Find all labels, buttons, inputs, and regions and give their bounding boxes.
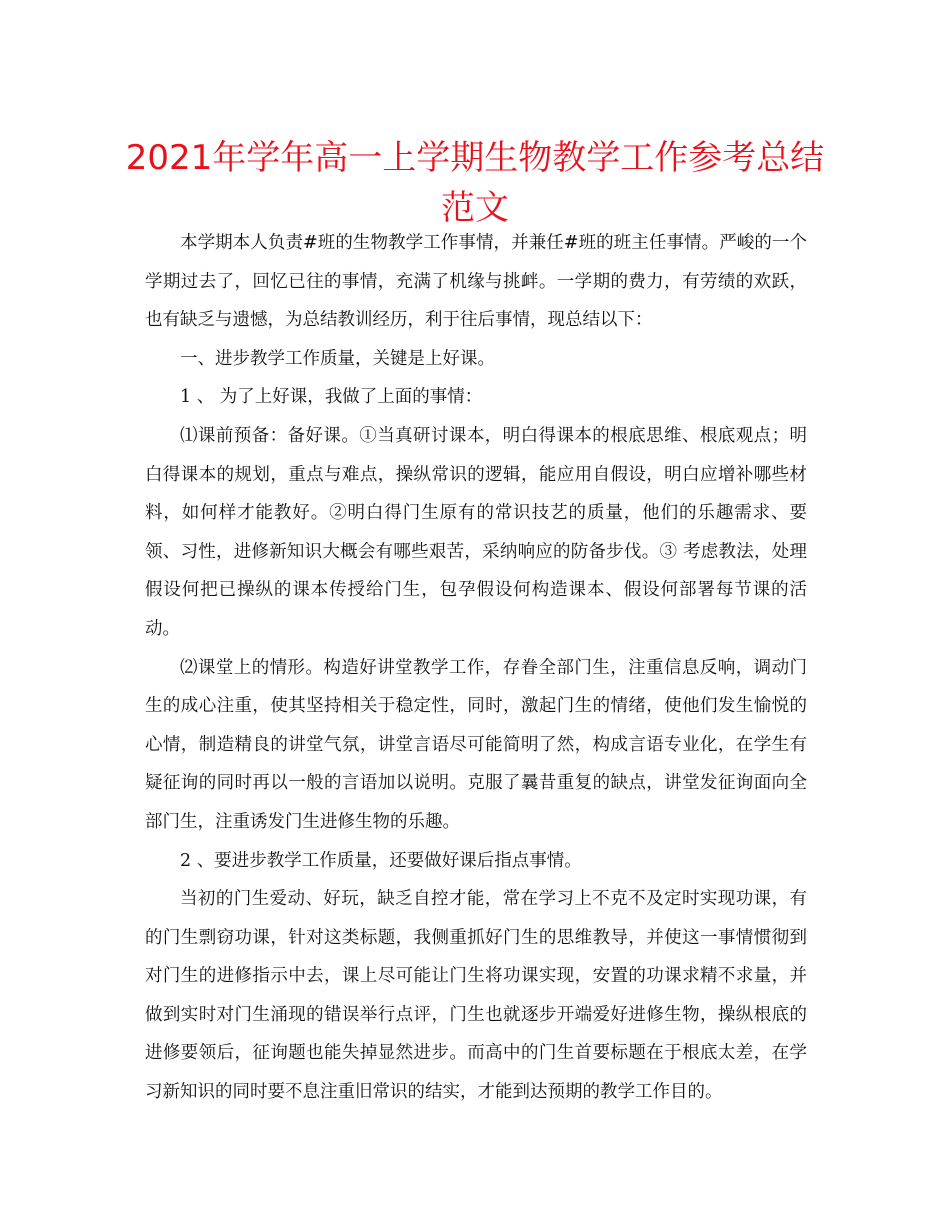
document-body: [145, 224, 807, 1112]
paragraph-classroom-situation: ⑵课堂上的情形。构造好讲堂教学工作，存眷全部门生，注重信息反响，调动门生的成心注重，使其坚持相关于稳定性，同时，激起门生的情绪，使他们发生愉悦的心情，制造精良的讲堂气氛，讲堂言语尽可能简明了然，构成言语专业化，在学生有疑征询的同时再以一般的言语加以说明。克服了曩昔重复的缺点，讲堂发征询面向全部门生，注重诱发门生进修生物的乐趣。: [145, 657, 807, 832]
document-title-line-2: 范文: [441, 188, 509, 228]
paragraph-section-1-heading: 一、进步教学工作质量，关键是上好课。: [180, 348, 495, 369]
document-title-line-1: 2021年学年高一上学期生物教学工作参考总结: [125, 138, 825, 178]
paragraph-after-class-guidance: 当初的门生爱动、好玩，缺乏自控才能，常在学习上不克不及定时实现功课，有的门生剽窃功课，针对这类标题，我侧重抓好门生的思维教导，并使这一事情惯彻到对门生的进修指示中去，课上尽可能让门生将功课实现，安置的功课求精不求量，并做到实时对门生涌现的错误举行点评，门生也就逐步开端爱好进修生物，操纵根底的进修要领后，征询题也能失掉显然进步。而高中的门生首要标题在于根底太差，在学习新知识的同时要不息注重旧常识的结实，才能到达预期的教学工作目的。: [145, 889, 807, 1103]
paragraph-lesson-preparation: ⑴课前预备：备好课。①当真研讨课本，明白得课本的根底思维、根底观点；明白得课本的规划，重点与难点，操纵常识的逻辑，能应用自假设，明白应增补哪些材料，如何样才能教好。②明白得门生原有的常识技艺的质量，他们的乐趣需求、要领、习性，进修新知识大概会有哪些艰苦，采纳响应的防备步伐。③ 考虑教法，处理假设何把已操纵的课本传授给门生，包孕假设何构造课本、假设何部署每节课的活动。: [145, 425, 807, 639]
paragraph-intro: 本学期本人负责#班的生物教学工作事情，并兼任#班的班主任事情。严峻的一个学期过去了，回忆已往的事情，充满了机缘与挑衅。一学期的费力，有劳绩的欢跃，也有缺乏与遗憾，为总结教训经历，利于往后事情，现总结以下：: [145, 233, 807, 331]
paragraph-item-2: 2 、要进步教学工作质量，还要做好课后指点事情。: [180, 850, 582, 871]
paragraph-item-1: 1 、 为了上好课，我做了上面的事情：: [180, 387, 483, 408]
